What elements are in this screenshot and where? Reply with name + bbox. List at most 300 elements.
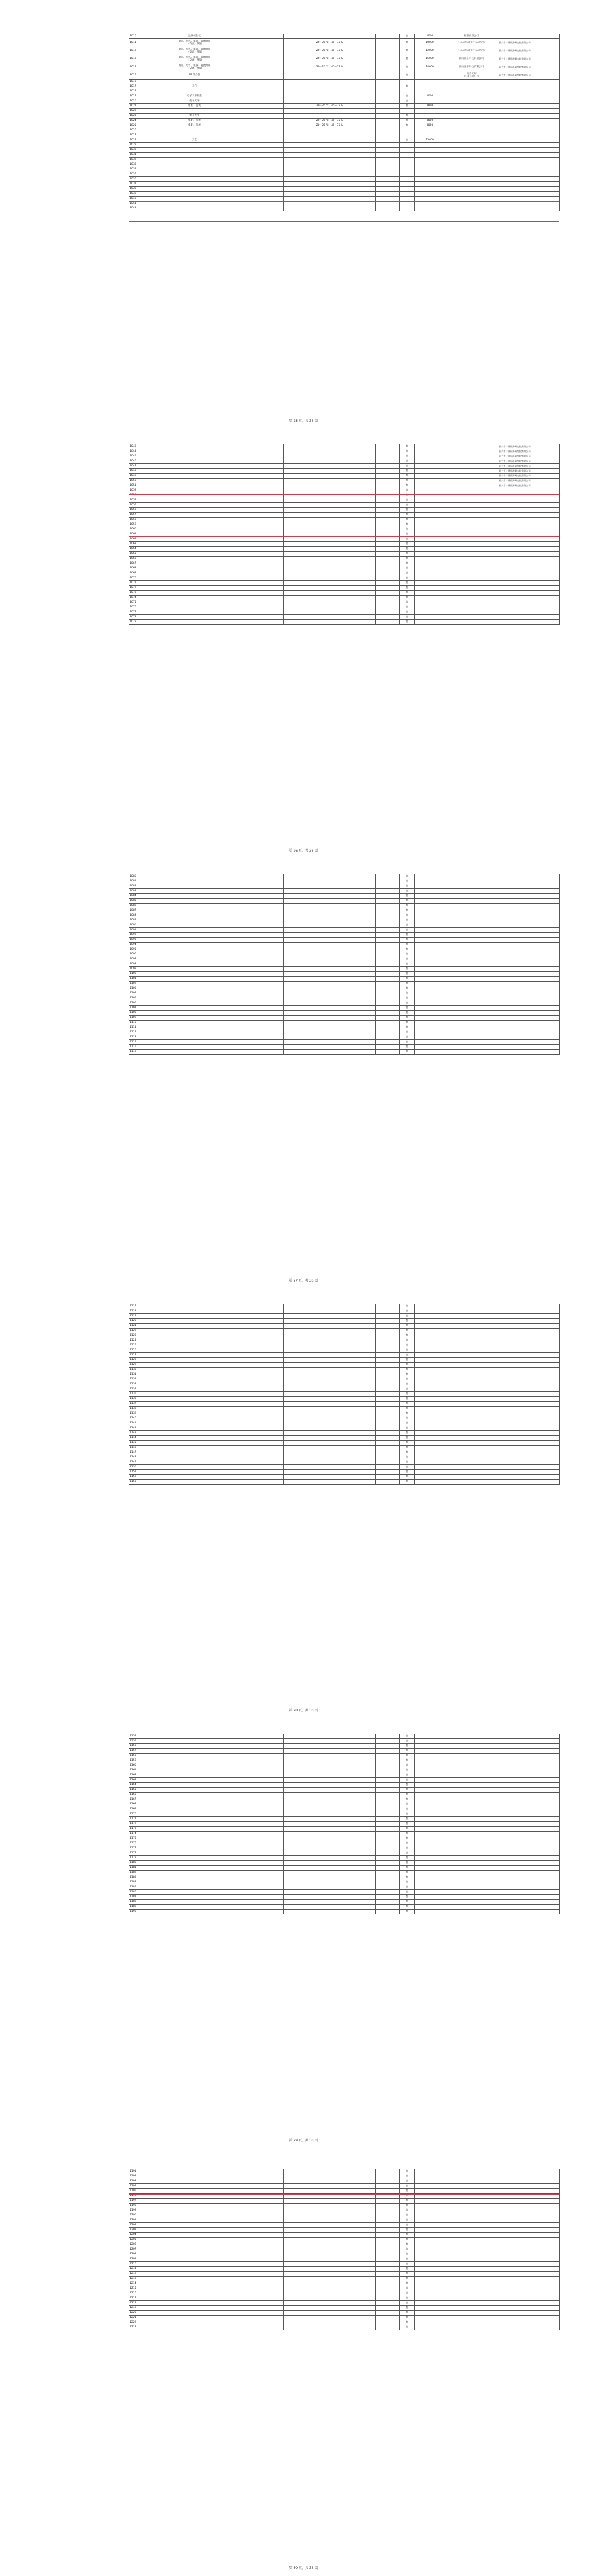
cell-range	[284, 2233, 376, 2238]
cell-mfr: 湖南湘东科技有限公司	[445, 63, 498, 71]
table-row	[129, 2228, 560, 2233]
cell-note	[498, 2238, 560, 2242]
cell-mfr: 标准仪器公司	[445, 34, 498, 39]
cell-name	[154, 109, 235, 114]
cell-range	[284, 1441, 376, 1446]
cell-no: 1064	[129, 547, 154, 552]
cell-param	[235, 1739, 284, 1744]
cell-name: 电阻、直流	[154, 119, 235, 123]
cell-qty	[376, 55, 400, 63]
cell-param	[235, 34, 284, 39]
table-row	[129, 1841, 560, 1846]
cell-no: 1217	[129, 2296, 154, 2301]
cell-unit: 台	[400, 47, 415, 55]
table-row	[129, 1455, 560, 1460]
cell-param	[235, 158, 284, 162]
cell-unit	[400, 128, 415, 133]
cell-param	[235, 474, 284, 479]
table-row	[129, 2218, 560, 2223]
cell-no: 1051	[129, 483, 154, 488]
cell-unit	[400, 187, 415, 192]
cell-unit: 台	[400, 464, 415, 469]
cell-range: 20～25 ℃，45～75 %	[284, 63, 376, 71]
cell-name: 电子天平	[154, 114, 235, 119]
cell-no: 1085	[129, 899, 154, 904]
cell-no: 1015	[129, 71, 154, 80]
cell-note	[498, 89, 560, 94]
cell-no: 1114	[129, 1040, 154, 1045]
cell-no: 1036	[129, 177, 154, 182]
cell-name	[154, 571, 235, 576]
cell-unit: 台	[400, 34, 415, 39]
cell-qty	[376, 874, 400, 879]
cell-range	[284, 2291, 376, 2296]
cell-price	[415, 84, 445, 89]
cell-mfr	[445, 561, 498, 566]
cell-param	[235, 938, 284, 943]
cell-param	[235, 114, 284, 119]
cell-price	[415, 206, 445, 211]
cell-note	[498, 1832, 560, 1836]
table-row	[129, 879, 560, 884]
cell-range	[284, 982, 376, 986]
cell-unit: 台	[400, 1841, 415, 1846]
cell-unit: 台	[400, 1910, 415, 1914]
cell-note	[498, 532, 560, 537]
cell-qty	[376, 1768, 400, 1773]
table-row	[129, 123, 560, 128]
cell-unit: 台	[400, 1793, 415, 1797]
cell-note	[498, 2296, 560, 2301]
cell-no: 1025	[129, 123, 154, 128]
cell-note	[498, 2281, 560, 2286]
cell-mfr	[445, 2174, 498, 2179]
cell-name	[154, 1343, 235, 1348]
cell-unit: 台	[400, 454, 415, 459]
table-row	[129, 1343, 560, 1348]
cell-mfr	[445, 1387, 498, 1392]
cell-range	[284, 1348, 376, 1353]
cell-name	[154, 1890, 235, 1895]
cell-note	[498, 1021, 560, 1025]
table-row	[129, 537, 560, 542]
cell-param	[235, 1866, 284, 1871]
cell-price	[415, 513, 445, 518]
cell-range	[284, 109, 376, 114]
cell-qty	[376, 1895, 400, 1900]
cell-price	[415, 2238, 445, 2242]
cell-price	[415, 1030, 445, 1035]
cell-mfr	[445, 610, 498, 615]
cell-unit: 台	[400, 2228, 415, 2233]
cell-no: 1019	[129, 94, 154, 99]
cell-qty	[376, 600, 400, 605]
cell-mfr	[445, 483, 498, 488]
cell-qty	[376, 2199, 400, 2204]
cell-qty	[376, 1372, 400, 1377]
cell-param	[235, 522, 284, 527]
cell-param	[235, 1045, 284, 1050]
cell-note	[498, 1802, 560, 1807]
table-row	[129, 2247, 560, 2252]
cell-mfr	[445, 537, 498, 542]
cell-mfr	[445, 1006, 498, 1011]
table-row	[129, 94, 560, 99]
cell-range	[284, 889, 376, 894]
cell-range	[284, 1739, 376, 1744]
cell-name	[154, 89, 235, 94]
cell-mfr	[445, 1475, 498, 1480]
cell-mfr	[445, 1397, 498, 1402]
cell-range	[284, 923, 376, 928]
cell-name	[154, 1460, 235, 1465]
cell-note	[498, 34, 560, 39]
cell-name	[154, 2286, 235, 2291]
cell-range	[284, 474, 376, 479]
cell-qty	[376, 1353, 400, 1358]
cell-note	[498, 1846, 560, 1851]
cell-unit: 台	[400, 2252, 415, 2257]
cell-mfr	[445, 1363, 498, 1368]
cell-param	[235, 1856, 284, 1861]
cell-param	[235, 1021, 284, 1025]
cell-unit: 台	[400, 1011, 415, 1016]
cell-qty	[376, 1900, 400, 1905]
cell-qty	[376, 1426, 400, 1431]
cell-range	[284, 1773, 376, 1778]
cell-price: 1000	[415, 94, 445, 99]
cell-range	[284, 2199, 376, 2204]
table-row	[129, 933, 560, 938]
cell-param	[235, 123, 284, 128]
cell-qty	[376, 2267, 400, 2272]
cell-unit: 台	[400, 1314, 415, 1319]
cell-range	[284, 967, 376, 972]
cell-note	[498, 947, 560, 952]
cell-note	[498, 615, 560, 620]
cell-qty	[376, 1358, 400, 1363]
cell-qty	[376, 1773, 400, 1778]
cell-unit	[400, 197, 415, 201]
cell-unit: 台	[400, 1025, 415, 1030]
cell-range	[284, 1763, 376, 1768]
table-row	[129, 1880, 560, 1885]
cell-qty	[376, 454, 400, 459]
cell-no: 1209	[129, 2257, 154, 2262]
cell-note	[498, 596, 560, 600]
cell-unit: 台	[400, 996, 415, 1001]
cell-unit: 台	[400, 1319, 415, 1324]
cell-param	[235, 192, 284, 197]
cell-unit: 台	[400, 2311, 415, 2316]
cell-unit: 台	[400, 119, 415, 123]
cell-range	[284, 542, 376, 547]
table-row	[129, 561, 560, 566]
table-row	[129, 1319, 560, 1324]
cell-name	[154, 1812, 235, 1817]
cell-qty	[376, 2277, 400, 2281]
table-row	[129, 206, 560, 211]
table-row	[129, 1001, 560, 1006]
table-row	[129, 1822, 560, 1827]
cell-note	[498, 957, 560, 962]
cell-no: 1135	[129, 1392, 154, 1397]
cell-mfr	[445, 1841, 498, 1846]
cell-range	[284, 1778, 376, 1783]
cell-unit: 台	[400, 84, 415, 89]
table-row	[129, 182, 560, 187]
cell-qty	[376, 2174, 400, 2179]
cell-mfr	[445, 2301, 498, 2306]
cell-range	[284, 2223, 376, 2228]
cell-param	[235, 153, 284, 158]
cell-note	[498, 1025, 560, 1030]
cell-mfr	[445, 2320, 498, 2325]
table-row	[129, 109, 560, 114]
cell-param	[235, 2233, 284, 2238]
cell-qty	[376, 1910, 400, 1914]
cell-qty	[376, 508, 400, 513]
cell-unit: 台	[400, 1788, 415, 1793]
cell-unit: 台	[400, 1402, 415, 1407]
cell-param	[235, 581, 284, 586]
cell-qty	[376, 591, 400, 596]
cell-param	[235, 2184, 284, 2189]
cell-note	[498, 138, 560, 143]
table-row	[129, 1465, 560, 1470]
table-row	[129, 469, 560, 474]
cell-name	[154, 2257, 235, 2262]
cell-mfr	[445, 1758, 498, 1763]
cell-param	[235, 2247, 284, 2252]
table-row	[129, 1797, 560, 1802]
cell-param	[235, 1348, 284, 1353]
table-row	[129, 454, 560, 459]
cell-param	[235, 449, 284, 454]
cell-param	[235, 84, 284, 89]
cell-param	[235, 2320, 284, 2325]
cell-note	[498, 986, 560, 991]
cell-unit: 台	[400, 2218, 415, 2223]
cell-mfr	[445, 1851, 498, 1856]
table-row	[129, 596, 560, 600]
cell-note	[498, 1324, 560, 1329]
cell-unit: 台	[400, 1016, 415, 1021]
cell-unit: 台	[400, 104, 415, 109]
cell-qty	[376, 1866, 400, 1871]
cell-price	[415, 1001, 445, 1006]
table-row	[129, 158, 560, 162]
cell-no: 1100	[129, 972, 154, 977]
cell-mfr	[445, 977, 498, 982]
cell-no: 1193	[129, 2179, 154, 2184]
cell-param	[235, 464, 284, 469]
cell-name	[154, 1025, 235, 1030]
cell-name	[154, 1304, 235, 1309]
cell-qty	[376, 47, 400, 55]
cell-param	[235, 1836, 284, 1841]
cell-unit: 台	[400, 71, 415, 80]
cell-param	[235, 913, 284, 918]
cell-name	[154, 2213, 235, 2218]
cell-unit: 台	[400, 1475, 415, 1480]
cell-unit: 台	[400, 2257, 415, 2262]
cell-range	[284, 1817, 376, 1822]
cell-mfr	[445, 1314, 498, 1319]
cell-unit: 台	[400, 571, 415, 576]
cell-price	[415, 1905, 445, 1910]
cell-qty	[376, 192, 400, 197]
cell-unit: 台	[400, 1465, 415, 1470]
cell-mfr	[445, 938, 498, 943]
cell-mfr	[445, 444, 498, 449]
cell-name	[154, 1363, 235, 1368]
cell-mfr	[445, 1431, 498, 1436]
cell-note	[498, 1421, 560, 1426]
cell-no: 1154	[129, 1734, 154, 1739]
cell-unit: 台	[400, 2320, 415, 2325]
cell-name	[154, 1763, 235, 1768]
cell-note	[498, 498, 560, 503]
table-row	[129, 938, 560, 943]
cell-name	[154, 1348, 235, 1353]
cell-qty	[376, 576, 400, 581]
cell-name	[154, 2194, 235, 2199]
cell-note	[498, 1416, 560, 1421]
table-row	[129, 1807, 560, 1812]
cell-note	[498, 133, 560, 138]
cell-range	[284, 1045, 376, 1050]
cell-price	[415, 1465, 445, 1470]
cell-param	[235, 1910, 284, 1914]
cell-unit: 台	[400, 527, 415, 532]
cell-mfr: 广东省标准化产品研究院	[445, 39, 498, 47]
cell-qty	[376, 605, 400, 610]
cell-note	[498, 1387, 560, 1392]
cell-name	[154, 1035, 235, 1040]
cell-param	[235, 967, 284, 972]
cell-range	[284, 1304, 376, 1309]
cell-name	[154, 187, 235, 192]
table-row	[129, 148, 560, 153]
cell-unit: 台	[400, 449, 415, 454]
cell-price	[415, 581, 445, 586]
cell-note	[498, 1001, 560, 1006]
cell-price	[415, 962, 445, 967]
cell-range	[284, 1363, 376, 1368]
cell-mfr	[445, 2311, 498, 2316]
cell-note	[498, 581, 560, 586]
cell-note	[498, 1817, 560, 1822]
cell-mfr	[445, 576, 498, 581]
cell-unit: 台	[400, 1768, 415, 1773]
cell-unit: 台	[400, 1382, 415, 1387]
cell-price	[415, 71, 445, 80]
cell-param	[235, 1475, 284, 1480]
cell-qty	[376, 138, 400, 143]
cell-price	[415, 1470, 445, 1475]
cell-range	[284, 1372, 376, 1377]
cell-no: 1219	[129, 2306, 154, 2311]
cell-mfr	[445, 1900, 498, 1905]
cell-qty	[376, 63, 400, 71]
cell-range	[284, 483, 376, 488]
cell-param	[235, 576, 284, 581]
table-row	[129, 522, 560, 527]
cell-price	[415, 1358, 445, 1363]
cell-unit: 台	[400, 913, 415, 918]
cell-qty	[376, 967, 400, 972]
cell-name	[154, 1861, 235, 1866]
cell-note: 嘉兴市计量检测研究院有限公司	[498, 39, 560, 47]
cell-no: 1050	[129, 479, 154, 483]
cell-no: 1222	[129, 2320, 154, 2325]
cell-price	[415, 1875, 445, 1880]
cell-qty	[376, 571, 400, 576]
table-row	[129, 2296, 560, 2301]
cell-qty	[376, 1470, 400, 1475]
cell-name	[154, 1836, 235, 1841]
cell-range	[284, 153, 376, 158]
cell-qty	[376, 1807, 400, 1812]
cell-price	[415, 2267, 445, 2272]
cell-note	[498, 586, 560, 591]
cell-qty	[376, 513, 400, 518]
cell-price	[415, 1446, 445, 1450]
cell-mfr	[445, 2325, 498, 2330]
cell-unit: 台	[400, 2296, 415, 2301]
cell-name	[154, 1455, 235, 1460]
cell-range	[284, 918, 376, 923]
cell-no: 1070	[129, 576, 154, 581]
cell-price	[415, 2262, 445, 2267]
cell-no: 1143	[129, 1431, 154, 1436]
table-row	[129, 2257, 560, 2262]
cell-range: 20～25 ℃，45～75 %	[284, 55, 376, 63]
cell-note	[498, 1890, 560, 1895]
cell-qty	[376, 2281, 400, 2286]
equipment-table	[129, 1304, 560, 1485]
cell-note	[498, 1880, 560, 1885]
cell-note	[498, 1754, 560, 1758]
cell-name	[154, 1807, 235, 1812]
cell-note: 嘉兴市计量检测研究院有限公司	[498, 63, 560, 71]
cell-note	[498, 1470, 560, 1475]
cell-qty	[376, 557, 400, 561]
cell-no: 1206	[129, 2242, 154, 2247]
cell-param	[235, 1744, 284, 1749]
cell-price	[415, 596, 445, 600]
cell-unit: 台	[400, 522, 415, 527]
cell-price	[415, 967, 445, 972]
cell-unit: 台	[400, 1006, 415, 1011]
cell-param	[235, 943, 284, 947]
cell-note	[498, 2306, 560, 2311]
cell-name	[154, 2272, 235, 2277]
cell-note	[498, 99, 560, 104]
cell-mfr	[445, 571, 498, 576]
cell-unit: 台	[400, 1836, 415, 1841]
cell-note	[498, 1465, 560, 1470]
table-row	[129, 874, 560, 879]
cell-price	[415, 2218, 445, 2223]
table-row	[129, 474, 560, 479]
cell-mfr	[445, 498, 498, 503]
cell-price	[415, 1011, 445, 1016]
table-row	[129, 2199, 560, 2204]
cell-price	[415, 913, 445, 918]
cell-name: 电阻、电容、电感、直流高压 （交流）测量	[154, 63, 235, 71]
